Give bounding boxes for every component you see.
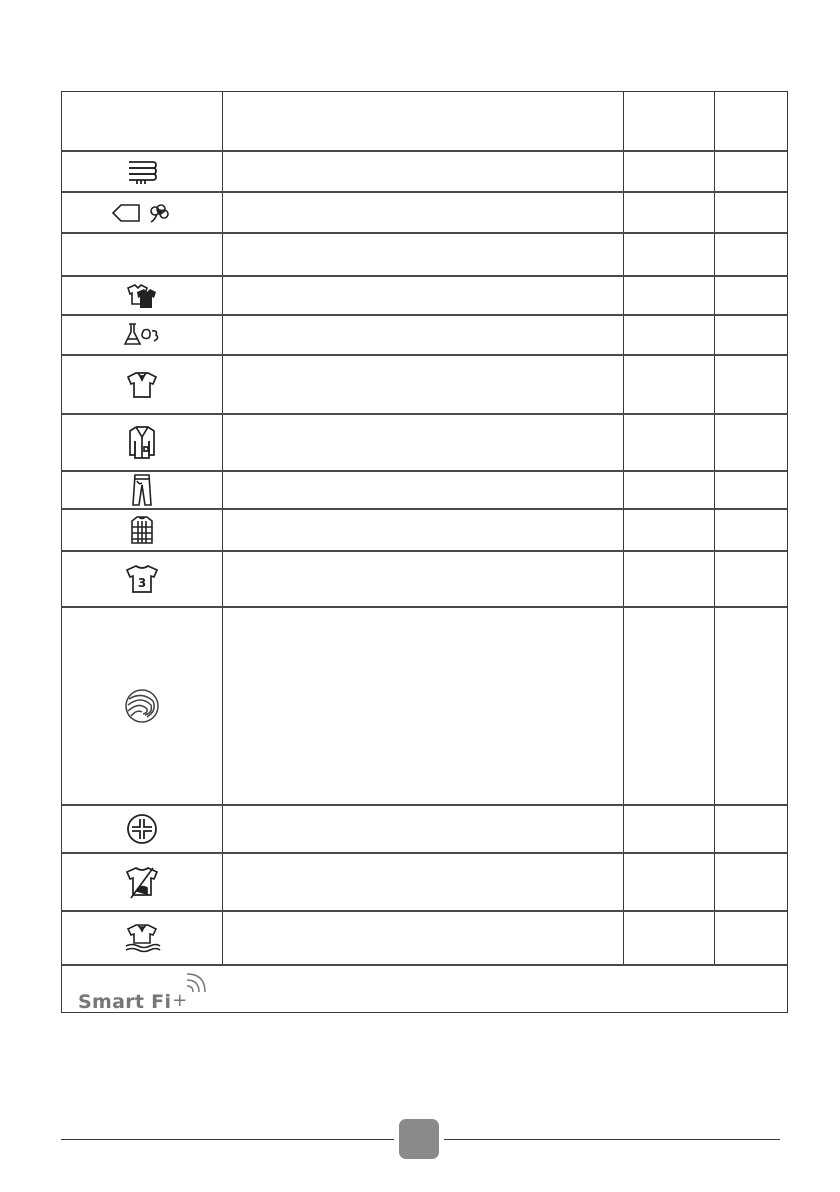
icon-cell <box>62 510 222 550</box>
tag-cotton-icon <box>111 200 173 226</box>
table-row <box>62 193 787 234</box>
table-row <box>62 472 787 510</box>
page-number-badge <box>399 1119 439 1159</box>
wool-ball-icon <box>123 687 161 725</box>
table-row <box>62 234 787 277</box>
table-row <box>62 316 787 356</box>
hygiene-flask-icon <box>122 322 162 348</box>
header-col4-cell <box>715 92 787 150</box>
table-row <box>62 510 787 552</box>
shirt-collar-icon <box>124 370 160 400</box>
table-row <box>62 152 787 193</box>
table-row <box>62 552 787 608</box>
svg-text:3: 3 <box>137 576 147 590</box>
icon-cell <box>62 608 222 804</box>
jacket-icon <box>127 425 157 461</box>
footer-rule-right <box>444 1139 780 1140</box>
icon-cell <box>62 152 222 191</box>
table-row <box>62 854 787 912</box>
icon-cell <box>62 854 222 910</box>
brand-plus: + <box>172 990 188 1011</box>
footer-rule-left <box>61 1139 394 1140</box>
table-row <box>62 277 787 316</box>
brand-row <box>62 966 787 1014</box>
shirt-steam-wave-icon <box>122 921 162 955</box>
icon-cell <box>62 912 222 964</box>
mixed-colors-clothes-icon <box>125 282 159 310</box>
icon-cell <box>62 472 222 508</box>
header-desc-cell <box>223 92 623 150</box>
stain-shirt-icon <box>123 864 161 900</box>
icon-cell <box>62 234 222 275</box>
icon-cell <box>62 806 222 852</box>
table-row <box>62 356 787 415</box>
table-header-row <box>62 92 787 152</box>
smart-fi-logo <box>78 970 209 1014</box>
program-table <box>61 91 788 1013</box>
table-row <box>62 608 787 806</box>
quilted-jacket-icon <box>129 514 155 546</box>
table-row <box>62 806 787 854</box>
icon-cell <box>62 552 222 606</box>
wifi-signal-icon <box>185 972 209 1000</box>
icon-cell <box>62 277 222 314</box>
numbered-tshirt-icon <box>124 563 160 595</box>
icon-cell <box>62 356 222 413</box>
icon-cell <box>62 415 222 470</box>
header-icon-cell <box>62 92 222 150</box>
icon-cell <box>62 316 222 354</box>
towels-stack-icon <box>125 158 159 186</box>
header-col3-cell <box>624 92 714 150</box>
icon-cell <box>62 193 222 232</box>
table-row <box>62 912 787 966</box>
rapid-cross-circle-icon <box>125 812 159 846</box>
table-row <box>62 415 787 472</box>
brand-text: Smart Fi <box>78 991 172 1013</box>
jeans-icon <box>131 473 153 507</box>
